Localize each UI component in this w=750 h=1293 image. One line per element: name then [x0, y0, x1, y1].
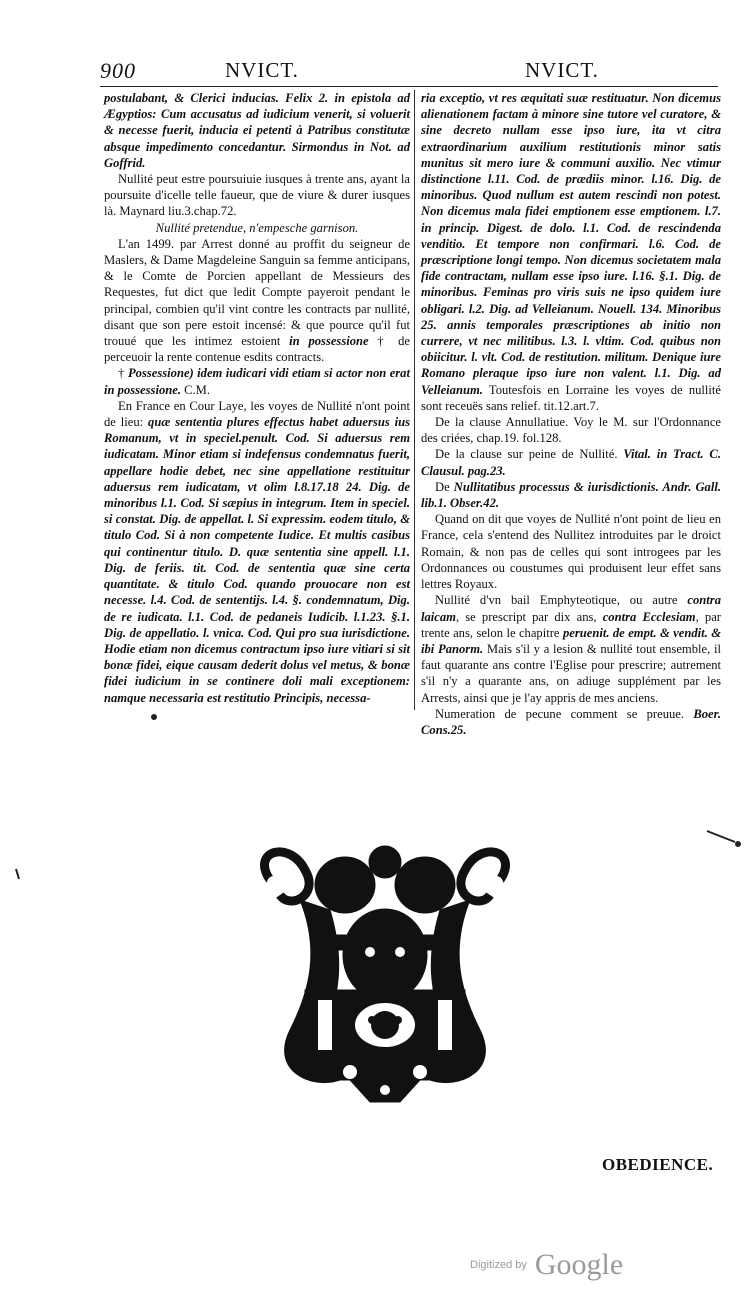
text-run: , par trente ans, selon le chapitre — [421, 609, 721, 640]
text-run: Nullité d'vn bail Emphyteotique, ou autre — [435, 593, 688, 608]
right-paragraph-3 — [421, 446, 721, 478]
text-run: De la clause sur peine de Nullité. — [435, 447, 624, 462]
column-divider — [414, 90, 415, 710]
text-run-italic: Nullitatibus processus & iurisdictionis. Andr. Gall. lib.1. Obser.42. — [421, 479, 721, 511]
text-run: En France en Cour Laye, les voyes de Nullité n'ont point de lieu: — [104, 398, 410, 430]
text-run-italic: peruenit. de empt. & vendit. & ibi Panorm. — [421, 625, 721, 656]
ink-speck — [705, 828, 745, 853]
right-paragraph-4 — [421, 479, 721, 511]
text-run: , se prescript par dix ans, — [455, 609, 603, 624]
text-run: Toutesfois en Lorraine les voyes de nullité sont receuës sans relief. tit.12.art.7. — [421, 382, 721, 413]
running-head-left: NVICT. — [225, 58, 299, 82]
section-heading: Nullité pretendue, n'empesche garnison. — [155, 220, 359, 235]
left-paragraph-5 — [104, 398, 410, 706]
digitized-watermark — [470, 1248, 623, 1282]
text-run: Numeration de pecune comment se preuue. — [435, 706, 694, 721]
text-run: C.M. — [180, 382, 211, 397]
header-rule — [100, 86, 718, 87]
catchword: OBEDIENCE. — [602, 1155, 714, 1174]
marginal-note — [104, 365, 410, 397]
text-run-italic: ria exceptio, vt res æquitati suæ restituatur. Non dicemus alienationem factam à minore sine tutore vel curatore, & sine decreto nullam esse ipso iure, ita vt citra extraordinarium auxilium restitutionis minor satis munitus sit mero iure & communi auxilio. Nec vtimur distinctione l.11. Cod. de prædiis minor. l.16. Dig. de minoribus. Quod nullum est autem rescindi non potest. Non dicemus mala fidei emptionem esse emptionem. l.7. in princip. Digest. de dolo. l.1. Cod. de rescindenda venditio. Et tempore non confirmari. l.6. Cod. de præscriptione longi tempo. Non dicemus societatem mala fide contractam, nullam esse ipso iure. l.16. §.1. Dig. de minoribus. Feminas pro viris suis ne ipso quidem iure obligari. l.2. Dig. ad Velleianum. Nouell. 134. Minoribus 25. annis temporales præscriptiones ab initio non currere, vt nec militibus. l.3. l. vltim. Cod. quibus non obiicitur. l. vlt. Cod. de restitution. militum. Denique iure Romano pleraque ipso iure non valent. l.1. Dig. ad Velleianum. — [421, 91, 721, 397]
text-run: De — [435, 479, 454, 494]
text-run-italic: Vital. in Tract. C. Clausul. pag.23. — [421, 447, 721, 478]
ink-speck — [14, 868, 22, 880]
text-run-italic: in possessione — [289, 334, 369, 349]
text-run-italic: contra Ecclesiam — [602, 609, 696, 624]
google-logo-text: Google — [534, 1248, 624, 1281]
left-paragraph-2: Nullité peut estre poursuiuie iusques à trente ans, ayant la poursuite d'icelle telle faueur, que de viure & durer iusques là. Maynard liu.3.chap.72. — [104, 172, 410, 219]
page-number: 900 — [100, 58, 136, 83]
left-paragraph-3 — [104, 236, 410, 366]
right-paragraph-5: Quand on dit que voyes de Nullité n'ont point de lieu en France, cela s'entend des Nullitez introduites par le droict Romain, & non pas de celles qui sont introgees par les Ordonnances ou coustumes qui produisent leur effet sans lettres Royaux. — [421, 512, 721, 592]
ink-speck — [150, 713, 158, 721]
right-paragraph-7 — [421, 706, 721, 738]
digitized-by-text: Digitized by — [470, 1259, 527, 1271]
dagger-mark: † — [118, 366, 128, 381]
left-paragraph-1: postulabant, & Clerici inducias. Felix 2. in epistola ad Ægyptios: Cum accusatus ad iudicium venerit, si voluerit & necesse fuerit, inducia ei petenti à Patribus constitutæ absque impedimento concedantur. Sirmondus in Not. ad Goffrid. — [104, 91, 410, 170]
text-run-italic: Possessione) idem iudicari vidi etiam si actor non erat in possessione. — [104, 366, 410, 397]
text-run: Mais s'il y a lesion & nullité tout ensemble, il faut quarante ans contre l'Eglise pour prescrire; autrement s'il n'y a quarante ans, on adiuge supplément par les Arrests, ainsi que je l'ay appris de mes anciens. — [421, 641, 721, 705]
text-run-italic: Boer. Cons.25. — [421, 706, 721, 737]
woodcut-ornament — [250, 840, 520, 1105]
text-run-italic: contra laicam — [421, 593, 721, 624]
text-run-italic: quæ sententia plures effectus habet aduersus ius Romanum, vt in speciel.penult. Cod. Si aduersus rem iudicatam. Minor etiam si indefensus condemnatus fuerit, appellare hodie debet, nec sine appellatione restituitur aduersus rem iudicatam, vt olim l.8.17.18 24. Dig. de minoribus l.1. Cod. Si sæpius in integrum. Item in speciel. si constat. Dig. de appellat. l. Si expressim. eodem titulo, & titulo Cod. Si à non competente Iudice. Et multis casibus qui continentur titulo. D. quæ sententia sine appell. l.1. Dig. de feriis. tit. Cod. de sententia quæ sine certa quantitate. & titulo Cod. quando prouocare non est necesse. l.4. Cod. de sententijs. l.4. §. condemnatum, Dig. de re iudicata. l.1. Cod. de pedaneis Iudicib. l.1.23. §.1. Dig. de appellatio. l. vnica. Cod. Qui pro sua iurisdictione. Hodie etiam non dicemus contractum ipso iure vitiari si sit bonæ fidei, eique causam dederit dolus vel metus, & bonæ fidei iudicium in se continere doli mali exceptionem: namque necessaria est restitutio Principis, necessa- — [104, 415, 410, 705]
text-run: † de perceuoir la rente contenue esdits contracts. — [104, 334, 411, 365]
text-run: L'an 1499. par Arrest donné au proffit du seigneur de Maslers, & Dame Magdeleine Sanguin sa femme anticipans, & le Comte de Porcien appellant de Messieurs des Requestes, fut dict que ledit Compte payeroit pendant le principal, combien qu'il vint contre les contracts par nullité, disant que son pere estoit incensé: & que pource qu'il fut trouué que les intimez estoient — [104, 236, 410, 349]
right-paragraph-1 — [421, 90, 721, 414]
right-paragraph-6 — [421, 592, 721, 705]
running-head-right: NVICT. — [525, 58, 599, 82]
left-column — [104, 90, 410, 706]
right-paragraph-2: De la clause Annullatiue. Voy le M. sur l'Ordonnance des criées, chap.19. fol.128. — [421, 415, 721, 446]
right-column — [421, 90, 721, 738]
